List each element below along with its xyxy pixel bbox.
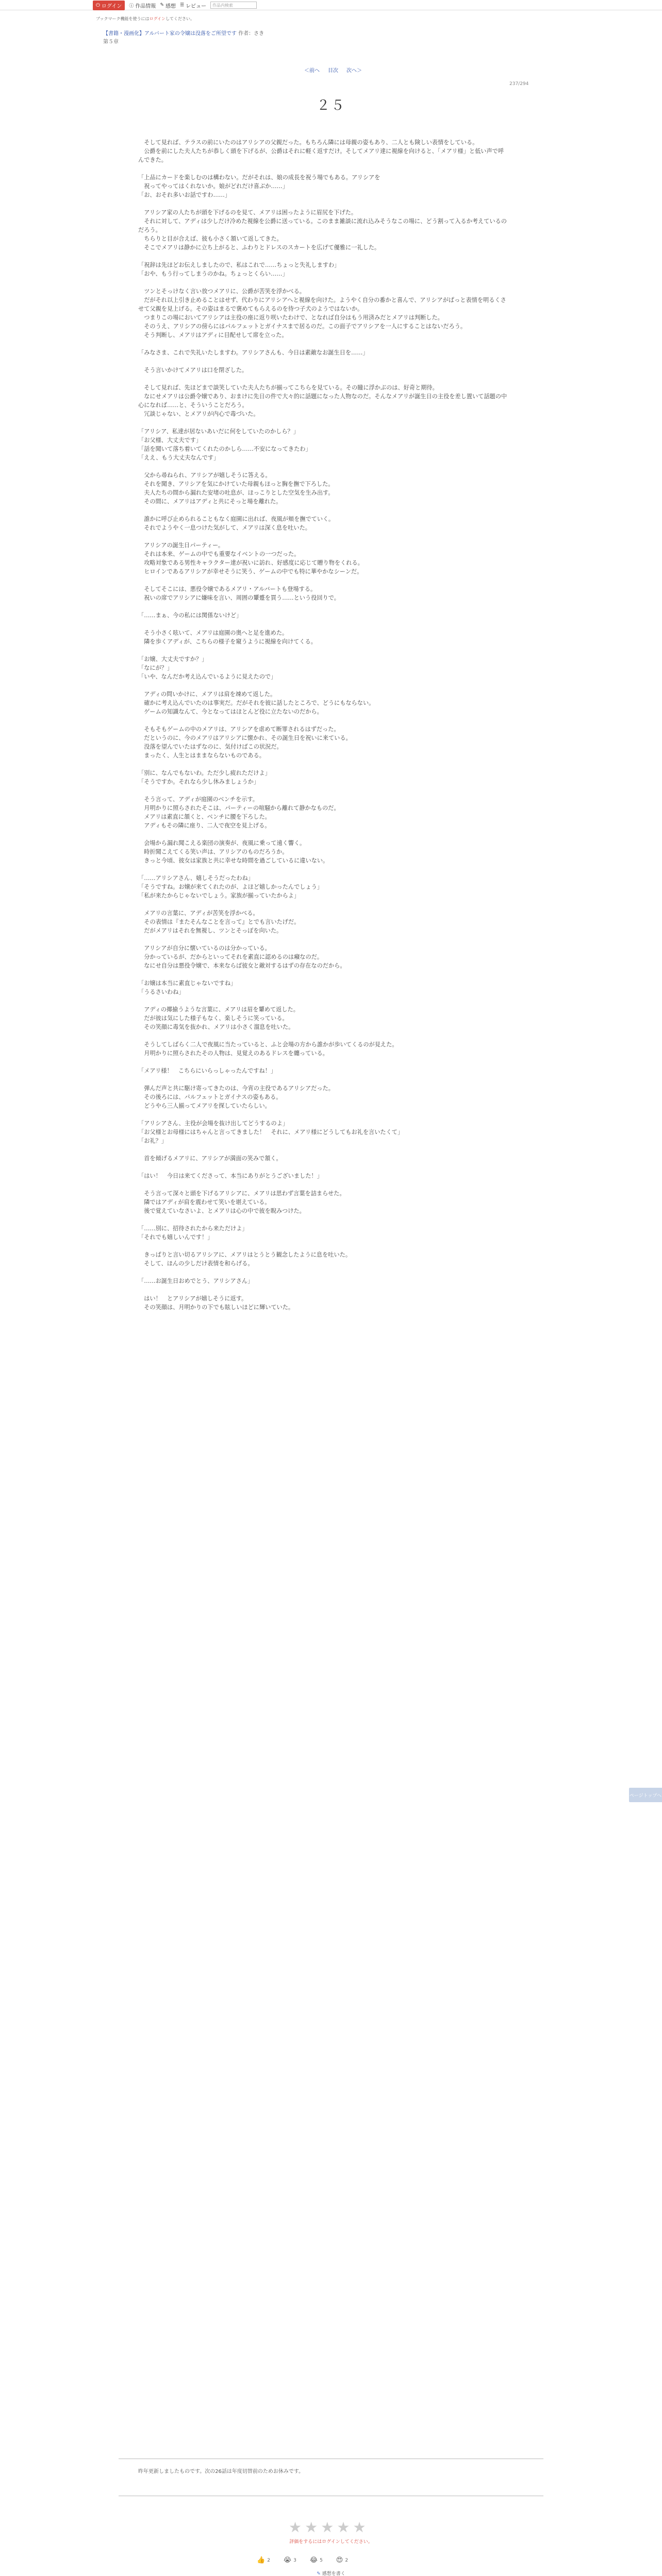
body-paragraph: 「私が来たからじゃないでしょう。家族が揃っていたからよ」 (138, 892, 300, 899)
body-paragraph: ヒロインであるアリシアが幸せそうに笑う、ゲームの中でも特に華やかなシーンだ。 (138, 568, 363, 575)
body-paragraph: 確かに考え込んでいたのは事実だ。だがそれを彼に話したところで、どうにもならない。 (138, 700, 375, 706)
login-icon: ⏻ (96, 2, 100, 8)
novel-title[interactable]: 【書籍・漫画化】アルバート家の令嬢は没落をご所望です (103, 31, 237, 37)
paragraph-gap (138, 620, 509, 629)
bookmark-login-link[interactable]: ログイン (149, 16, 166, 21)
paragraph-gap (138, 1163, 509, 1172)
toc-link[interactable]: 目次 (328, 68, 338, 74)
paragraph-gap (138, 1031, 509, 1040)
rating-stars (289, 2520, 366, 2535)
body-paragraph: そして見れば、テラスの前にいたのはアリシアの父親だった。もちろん隣には母親の姿もあり、二人とも険しい表情をしている。 (138, 139, 478, 146)
body-paragraph: 「話を聞いて落ち着いてくれたのかしら……不安になってきたわ」 (138, 446, 311, 452)
reaction-count: 2 (267, 2557, 270, 2563)
body-paragraph: その表情は『またそんなことを言って』とでも言いたげだ。 (138, 919, 300, 925)
body-paragraph: 「そうですね。お嬢が来てくれたのが、よほど嬉しかったんでしょう」 (138, 884, 323, 890)
chapter-name: 第５章 (103, 39, 119, 45)
nav-reviews[interactable] (180, 2, 206, 9)
body-paragraph: アリシアの誕生日パーティー。 (138, 542, 224, 549)
body-paragraph: 「みなさま、これで失礼いたしますわ。アリシアさんも、今日は素敵なお誕生日を……」 (138, 349, 369, 356)
body-paragraph: まったく、人生とはままならないものである。 (138, 752, 265, 759)
paragraph-gap (138, 1180, 509, 1189)
nav-comments-label: 感想 (165, 3, 176, 9)
body-paragraph: それは本来、ゲームの中でも重要なイベントの一つだった。 (138, 551, 300, 557)
body-paragraph: アディもその隣に座り、二人で夜空を見上げる。 (138, 822, 271, 829)
body-paragraph: それを聞き、アリシアを気にかけていた母親もほっと胸を撫で下ろした。 (138, 481, 334, 487)
body-paragraph: 父から尋ねられ、アリシアが嬉しそうに答える。 (138, 472, 271, 479)
body-paragraph: アディの揶揄うような言葉に、メアリは眉を顰めて返した。 (138, 1006, 299, 1013)
body-paragraph: なにせ自分は悪役令嬢で、本来ならば彼女と敵対するはずの存在なのだから。 (138, 962, 346, 969)
body-paragraph: 冗談じゃない、とメアリが内心で毒づいた。 (138, 411, 259, 417)
review-icon: ☰ (179, 3, 185, 8)
paragraph-gap (138, 760, 509, 769)
reaction-count: 2 (345, 2557, 349, 2563)
body-paragraph: 「いや、なんだか考え込んでいるように見えたので」 (138, 673, 277, 680)
pager-top (304, 66, 362, 74)
body-paragraph: 「ええ、もう大丈夫なんです」 (138, 454, 220, 461)
body-paragraph: その笑顔に毒気を抜かれ、メアリは小さく溜息を吐いた。 (138, 1024, 294, 1030)
body-paragraph: 「……別に、招待されたから来ただけよ」 (138, 1225, 248, 1232)
body-paragraph: きっぱりと言い切るアリシアに、メアリはとうとう観念したように息を吐いた。 (138, 1251, 352, 1258)
reaction-count: 5 (320, 2557, 323, 2563)
body-paragraph: だがそれ以上引き止めることはせず、代わりにアリシアへと視線を向けた。ようやく自分の番かと喜んで、アリシアがぱっと表情を明るくさせて父親を見上げる。その姿はまるで褒めてもらえるのを待つ子犬のようではないか。 (138, 297, 506, 312)
header-search-input[interactable]: 作品内検索 (210, 2, 257, 9)
reaction-row (257, 2556, 348, 2564)
paragraph-gap (138, 646, 509, 655)
afterword-text: 昨年更新しましたものです。次の26話は年度切替前のためお休みです。 (138, 2469, 304, 2475)
body-paragraph: 「お嬢は本当に素直じゃないですね」 (138, 980, 237, 987)
body-paragraph: なにせメアリは公爵令嬢であり、おまけに先日の件で大々的に話題になった人物なのだ。そんなメアリが誕生日の主役を差し置いて話題の中心になれば……と、そういうことだろう。 (138, 393, 507, 409)
body-paragraph: そもそもゲームの中のメアリは、アリシアを虐めて断罪されるはずだった。 (138, 726, 340, 733)
body-paragraph: 祝ってやってはくれないか。娘がどれだけ喜ぶか……」 (138, 183, 288, 190)
nav-comments[interactable] (160, 2, 176, 9)
paragraph-gap (138, 164, 509, 173)
paragraph-gap (138, 340, 509, 348)
body-paragraph: そして見れば、先ほどまで談笑していた夫人たちが揃ってこちらを見ている。その瞳に浮かぶのは、好奇と期待。 (138, 384, 438, 391)
body-paragraph: 「それでも嬉しいんです！」 (138, 1234, 213, 1241)
body-paragraph: だというのに、今のメアリはアリシアに懐かれ、その誕生日を祝いに来ている。 (138, 735, 352, 741)
body-paragraph: 「……お誕生日おめでとう、アリシアさん」 (138, 1278, 254, 1284)
reaction-crying[interactable] (284, 2556, 296, 2564)
body-paragraph: 「おや、もう行ってしまうのかね。ちょっとくらい……」 (138, 270, 288, 277)
page-top-button[interactable]: ページトップへ (629, 1788, 662, 1802)
paragraph-gap (138, 532, 509, 541)
body-paragraph: そう言って、アディが庭園のベンチを示す。 (138, 796, 258, 803)
paragraph-gap (138, 681, 509, 690)
body-paragraph: そう小さく呟いて、メアリは庭園の奥へと足を進めた。 (138, 630, 288, 636)
reaction-laughing[interactable] (310, 2556, 323, 2564)
body-paragraph: 没落を望んでいたはずなのに、気付けばこの状況だ。 (138, 743, 283, 750)
heart-eyes-icon: 😍 (336, 2556, 343, 2564)
body-paragraph: 時折聞こえてくる笑い声は、アリシアのものだろうか。 (138, 849, 288, 855)
body-paragraph: そこでメアリは静かに立ち上がると、ふわりとドレスのスカートを広げて優雅に一礼した。 (138, 244, 380, 251)
novel-body (138, 138, 509, 1312)
star-icon[interactable]: ★ (305, 2519, 318, 2536)
star-icon[interactable]: ★ (353, 2519, 366, 2536)
body-paragraph: だがメアリはそれを無視し、ツンとそっぽを向いた。 (138, 927, 283, 934)
body-paragraph: つまりこの場においてアリシアは主役の座に返り咲いたわけで、となれば自分はもう用済みだとメアリは判断した。 (138, 314, 443, 321)
paragraph-gap (138, 462, 509, 471)
body-paragraph: そのうえ、アリシアの傍らにはパルフェットとガイナスまで居るのだ。この面子でアリシアを一人にすることはないだろう。 (138, 323, 467, 330)
rating-login-note: 評価をするにはログインしてください。 (289, 2539, 373, 2545)
body-paragraph: その間に、メアリはアディと共にそっと場を離れた。 (138, 498, 282, 505)
body-paragraph: そしてそこには、悪役令嬢であるメアリ・アルバートも登場する。 (138, 586, 317, 592)
write-comment-label: 感想を書く (322, 2571, 345, 2576)
body-paragraph: 「アリシア、私達が居ないあいだに何をしていたのかしら？」 (138, 428, 299, 435)
paragraph-gap (138, 506, 509, 515)
crying-face-icon: 😭 (283, 2556, 292, 2564)
body-paragraph: 月明かりに照らされたその人物は、見覚えのあるドレスを纏っている。 (138, 1050, 328, 1057)
body-paragraph: 「お礼？」 (138, 1138, 167, 1144)
body-paragraph: それでようやく一息つけた気がして、メアリは深く息を吐いた。 (138, 524, 311, 531)
body-paragraph: 「そうですか。それなら少し休みましょうか」 (138, 778, 259, 785)
login-label: ログイン (101, 3, 122, 9)
body-paragraph: はい！ とアリシアが嬉しそうに返す。 (138, 1295, 247, 1302)
author-label: 作者： (238, 31, 254, 37)
body-paragraph: 「お父様、大丈夫です」 (138, 437, 202, 444)
body-paragraph: だが彼は気にした様子もなく、楽しそうに笑っている。 (138, 1015, 288, 1022)
body-paragraph: 「祝辞は先ほどお伝えしましたので、私はこれで……ちょっと失礼しますわ」 (138, 262, 340, 268)
paragraph-gap (138, 1110, 509, 1119)
body-paragraph: メアリは素直に頷くと、ベンチに腰を下ろした。 (138, 814, 271, 820)
body-paragraph: 「……まぁ、今の私には関係ないけど」 (138, 612, 242, 619)
body-paragraph: 「はい！ 今日は来てくださって、本当にありがとうございました！」 (138, 1173, 323, 1179)
body-paragraph: そう言いかけてメアリは口を閉ざした。 (138, 367, 248, 374)
body-paragraph: 夫人たちの間から漏れた安堵の吐息が、ほっこりとした空気を生み出す。 (138, 489, 334, 496)
episode-number: 237/294 (509, 81, 529, 87)
body-paragraph: 「お嬢、大丈夫ですか？」 (138, 656, 208, 663)
body-paragraph: そう言って深々と頭を下げるアリシアに、メアリは思わず言葉を詰まらせた。 (138, 1190, 345, 1197)
body-paragraph: 弾んだ声と共に駆け寄ってきたのは、今宵の主役であるアリシアだった。 (138, 1085, 334, 1092)
body-paragraph: それに対して、アディは少しだけ冷めた視線を公爵に送っている。このまま雑談に流れ込みそうなこの場に、どう割って入るか考えているのだろう。 (138, 218, 507, 233)
login-button[interactable] (93, 1, 125, 10)
comment-icon: ✎ (160, 3, 164, 8)
bookmark-note-prefix: ブックマーク機能を使うには (96, 16, 150, 21)
paragraph-gap (138, 830, 509, 839)
pencil-icon: ✎ (317, 2571, 321, 2576)
next-link[interactable]: 次へ＞ (346, 68, 362, 74)
header-nav (93, 1, 257, 9)
prev-link[interactable]: ＜前へ (304, 68, 320, 74)
episode-title: ２５ (316, 98, 345, 113)
body-paragraph: 「上品にカードを楽しむのは構わない。だがそれは、娘の成長を祝う場でもある。アリシアを (138, 174, 380, 181)
nav-novel-info-label: 作品情報 (135, 3, 156, 9)
paragraph-gap (138, 865, 509, 874)
body-paragraph: メアリの言葉に、アディが苦笑を浮かべる。 (138, 910, 259, 917)
paragraph-gap (138, 786, 509, 795)
info-icon: ⓘ (129, 3, 134, 9)
paragraph-gap (138, 418, 509, 427)
body-paragraph: その笑顔は、月明かりの下でも眩しいほどに輝いていた。 (138, 1304, 294, 1311)
body-paragraph: 「……アリシアさん、嬉しそうだったわね」 (138, 875, 254, 882)
body-paragraph: 隣ではアディが肩を震わせて笑いを堪えている。 (138, 1199, 271, 1206)
body-paragraph: 「お父様とお母様にはちゃんと言ってきました！ それに、メアリ様にどうしてもお礼を言いたくて」 (138, 1129, 404, 1136)
paragraph-gap (138, 357, 509, 366)
paragraph-gap (138, 996, 509, 1005)
paragraph-gap (138, 278, 509, 287)
body-paragraph: そして、ほんの少しだけ表情を和らげる。 (138, 1260, 254, 1267)
paragraph-gap (138, 602, 509, 611)
body-paragraph: 祝いの席でアリシアに嫌味を言い、周囲の顰蹙を買う……という役回りで。 (138, 595, 340, 601)
reaction-heart-eyes[interactable] (336, 2556, 348, 2564)
paragraph-gap (138, 970, 509, 979)
paragraph-gap (138, 576, 509, 585)
body-paragraph: 公爵を前にした夫人たちが恭しく頭を下げるが、公爵はそれに軽く返すだけ。そしてメアリ達に視線を向けると、「メアリ様」と低い声で呼んできた。 (138, 148, 504, 163)
body-paragraph: 「メアリ様！ こちらにいらっしゃったんですね！」 (138, 1067, 277, 1074)
paragraph-gap (138, 1215, 509, 1224)
paragraph-gap (138, 1058, 509, 1066)
star-icon[interactable]: ★ (289, 2519, 302, 2536)
author-name[interactable]: さき (254, 31, 264, 37)
body-paragraph: アリシアが自分に懐いているのは分かっている。 (138, 945, 271, 952)
body-paragraph: 隣を歩くアディが、こちらの様子を窺うように視線を向けてくる。 (138, 638, 317, 645)
paragraph-gap (138, 375, 509, 383)
body-paragraph: その後ろには、パルフェットとガイナスの姿もある。 (138, 1094, 282, 1100)
body-paragraph: 首を傾げるメアリに、アリシアが満面の笑みで頷く。 (138, 1155, 282, 1162)
body-paragraph: 「なにが？」 (138, 665, 173, 671)
body-paragraph: アリシア家の人たちが頭を下げるのを見て、メアリは困ったように眉尻を下げた。 (138, 209, 357, 216)
bookmark-note-suffix: してください。 (166, 16, 195, 21)
body-paragraph: そう判断し、メアリはアディに目配せして席を立った。 (138, 332, 288, 338)
body-paragraph: アディの問いかけに、メアリは肩を竦めて返した。 (138, 691, 276, 698)
nav-novel-info[interactable] (129, 2, 156, 9)
paragraph-gap (138, 1145, 509, 1154)
paragraph-gap (138, 252, 509, 261)
star-icon[interactable]: ★ (321, 2519, 334, 2536)
paragraph-gap (138, 1242, 509, 1250)
body-paragraph: 分かっているが、だからといってそれを素直に認めるのは癪なのだ。 (138, 954, 323, 960)
body-paragraph: 月明かりに照らされたそこは、パーティーの喧騒から離れて静かなものだ。 (138, 805, 340, 811)
paragraph-gap (138, 716, 509, 725)
body-paragraph: 誰かに呼び止められることもなく庭園に出れば、夜風が頬を撫でていく。 (138, 516, 335, 522)
paragraph-gap (138, 1268, 509, 1277)
body-paragraph: きっと今頃、彼女は家族と共に幸せな時間を過ごしているに違いない。 (138, 857, 329, 864)
body-paragraph: 「アリシアさん、主役が会場を抜け出してどうするのよ」 (138, 1120, 289, 1127)
body-paragraph: 後で覚えていなさいよ、とメアリは心の中で彼を睨みつけた。 (138, 1208, 305, 1214)
bookmark-login-note (96, 16, 194, 22)
laughing-face-icon: 😂 (309, 2556, 318, 2564)
body-paragraph: ゲームの知識なんて、今となってはほとんど役に立たないのだから。 (138, 708, 323, 715)
paragraph-gap (138, 935, 509, 944)
nav-reviews-label: レビュー (186, 3, 207, 9)
reaction-count: 3 (293, 2557, 296, 2563)
body-paragraph: ツンとそっけなく言い放つメアリに、公爵が苦笑を浮かべる。 (138, 288, 305, 295)
reaction-thumbs-up[interactable] (257, 2556, 270, 2564)
body-paragraph: そうしてしばらく二人で夜風に当たっていると、ふと会場の方から誰かが歩いてくるのが見えた。 (138, 1041, 398, 1048)
paragraph-gap (138, 900, 509, 909)
body-paragraph: 攻略対象である男性キャラクター達が祝いに訪れ、好感度に応じて贈り物をくれる。 (138, 560, 363, 566)
body-paragraph: 「お、おそれ多いお話ですわ……」 (138, 192, 231, 198)
body-paragraph: 「うるさいわね」 (138, 989, 185, 995)
write-comment-link[interactable] (0, 2570, 662, 2576)
paragraph-gap (138, 1285, 509, 1294)
global-header (0, 0, 662, 10)
body-paragraph: ちらりと目が合えば、彼も小さく頷いて返してきた。 (138, 235, 283, 242)
star-icon[interactable]: ★ (337, 2519, 350, 2536)
body-paragraph: 会場から漏れ聞こえる楽団の演奏が、夜風に乗って遠く響く。 (138, 840, 306, 846)
body-paragraph: 「別に、なんでもないわ。ただ少し疲れただけよ」 (138, 770, 271, 776)
body-paragraph: どうやら三人揃ってメアリを探していたらしい。 (138, 1103, 271, 1109)
paragraph-gap (138, 1075, 509, 1084)
novel-title-line (103, 29, 454, 37)
paragraph-gap (138, 199, 509, 208)
thumbs-up-icon: 👍 (257, 2556, 266, 2564)
